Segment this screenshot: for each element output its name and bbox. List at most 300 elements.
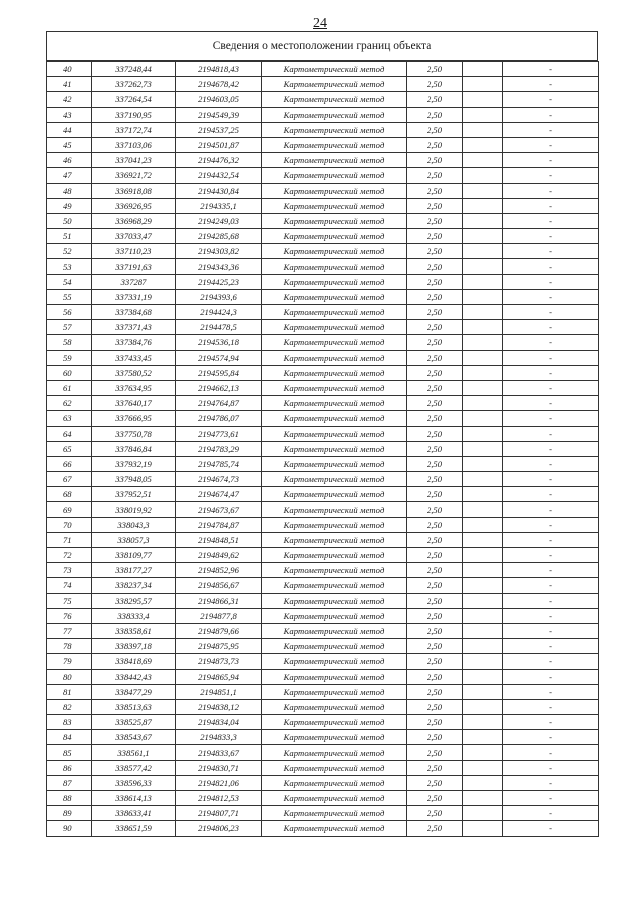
empty-cell	[463, 122, 503, 137]
dash-cell: -	[503, 213, 599, 228]
method-cell: Картометрический метод	[262, 775, 407, 790]
boundary-points-table	[46, 61, 599, 837]
point-number-cell: 65	[47, 441, 92, 456]
x-coordinate-cell: 336921,72	[92, 168, 176, 183]
table-row	[47, 305, 599, 320]
table-row	[47, 502, 599, 517]
point-number-cell: 66	[47, 456, 92, 471]
point-number-cell: 74	[47, 578, 92, 593]
table-row	[47, 122, 599, 137]
dash-cell: -	[503, 77, 599, 92]
dash-cell: -	[503, 775, 599, 790]
dash-cell: -	[503, 730, 599, 745]
empty-cell	[463, 821, 503, 836]
x-coordinate-cell: 337580,52	[92, 365, 176, 380]
dash-cell: -	[503, 229, 599, 244]
empty-cell	[463, 487, 503, 502]
y-coordinate-cell: 2194478,5	[176, 320, 262, 335]
accuracy-cell: 2,50	[407, 244, 463, 259]
dash-cell: -	[503, 669, 599, 684]
accuracy-cell: 2,50	[407, 198, 463, 213]
table-row	[47, 350, 599, 365]
point-number-cell: 62	[47, 396, 92, 411]
method-cell: Картометрический метод	[262, 122, 407, 137]
accuracy-cell: 2,50	[407, 153, 463, 168]
empty-cell	[463, 548, 503, 563]
accuracy-cell: 2,50	[407, 137, 463, 152]
accuracy-cell: 2,50	[407, 320, 463, 335]
accuracy-cell: 2,50	[407, 806, 463, 821]
table-row	[47, 380, 599, 395]
y-coordinate-cell: 2194343,36	[176, 259, 262, 274]
accuracy-cell: 2,50	[407, 77, 463, 92]
x-coordinate-cell: 338295,57	[92, 593, 176, 608]
accuracy-cell: 2,50	[407, 548, 463, 563]
table-row	[47, 548, 599, 563]
table-row	[47, 259, 599, 274]
point-number-cell: 80	[47, 669, 92, 684]
method-cell: Картометрический метод	[262, 289, 407, 304]
x-coordinate-cell: 337262,73	[92, 77, 176, 92]
empty-cell	[463, 259, 503, 274]
table-row	[47, 517, 599, 532]
y-coordinate-cell: 2194812,53	[176, 791, 262, 806]
accuracy-cell: 2,50	[407, 791, 463, 806]
empty-cell	[463, 168, 503, 183]
point-number-cell: 52	[47, 244, 92, 259]
y-coordinate-cell: 2194249,03	[176, 213, 262, 228]
x-coordinate-cell: 337384,76	[92, 335, 176, 350]
point-number-cell: 40	[47, 62, 92, 77]
accuracy-cell: 2,50	[407, 274, 463, 289]
section-title: Сведения о местоположении границ объекта	[46, 32, 598, 61]
point-number-cell: 72	[47, 548, 92, 563]
method-cell: Картометрический метод	[262, 593, 407, 608]
x-coordinate-cell: 338577,42	[92, 760, 176, 775]
point-number-cell: 78	[47, 639, 92, 654]
accuracy-cell: 2,50	[407, 183, 463, 198]
accuracy-cell: 2,50	[407, 639, 463, 654]
y-coordinate-cell: 2194806,23	[176, 821, 262, 836]
y-coordinate-cell: 2194834,04	[176, 715, 262, 730]
dash-cell: -	[503, 806, 599, 821]
y-coordinate-cell: 2194476,32	[176, 153, 262, 168]
x-coordinate-cell: 337041,23	[92, 153, 176, 168]
x-coordinate-cell: 337172,74	[92, 122, 176, 137]
table-row	[47, 654, 599, 669]
x-coordinate-cell: 337384,68	[92, 305, 176, 320]
dash-cell: -	[503, 168, 599, 183]
table-row	[47, 168, 599, 183]
method-cell: Картометрический метод	[262, 213, 407, 228]
accuracy-cell: 2,50	[407, 684, 463, 699]
point-number-cell: 76	[47, 608, 92, 623]
x-coordinate-cell: 337191,63	[92, 259, 176, 274]
y-coordinate-cell: 2194603,05	[176, 92, 262, 107]
dash-cell: -	[503, 593, 599, 608]
point-number-cell: 54	[47, 274, 92, 289]
method-cell: Картометрический метод	[262, 137, 407, 152]
point-number-cell: 73	[47, 563, 92, 578]
y-coordinate-cell: 2194432,54	[176, 168, 262, 183]
empty-cell	[463, 806, 503, 821]
point-number-cell: 49	[47, 198, 92, 213]
method-cell: Картометрический метод	[262, 259, 407, 274]
table-row	[47, 213, 599, 228]
point-number-cell: 77	[47, 623, 92, 638]
x-coordinate-cell: 338057,3	[92, 532, 176, 547]
method-cell: Картометрический метод	[262, 472, 407, 487]
point-number-cell: 84	[47, 730, 92, 745]
dash-cell: -	[503, 289, 599, 304]
y-coordinate-cell: 2194673,67	[176, 502, 262, 517]
x-coordinate-cell: 337750,78	[92, 426, 176, 441]
y-coordinate-cell: 2194818,43	[176, 62, 262, 77]
empty-cell	[463, 426, 503, 441]
point-number-cell: 58	[47, 335, 92, 350]
point-number-cell: 71	[47, 532, 92, 547]
method-cell: Картометрический метод	[262, 517, 407, 532]
table-row	[47, 335, 599, 350]
accuracy-cell: 2,50	[407, 380, 463, 395]
empty-cell	[463, 365, 503, 380]
accuracy-cell: 2,50	[407, 487, 463, 502]
x-coordinate-cell: 337634,95	[92, 380, 176, 395]
dash-cell: -	[503, 623, 599, 638]
accuracy-cell: 2,50	[407, 472, 463, 487]
accuracy-cell: 2,50	[407, 821, 463, 836]
dash-cell: -	[503, 532, 599, 547]
dash-cell: -	[503, 320, 599, 335]
x-coordinate-cell: 336968,29	[92, 213, 176, 228]
dash-cell: -	[503, 791, 599, 806]
method-cell: Картометрический метод	[262, 532, 407, 547]
accuracy-cell: 2,50	[407, 456, 463, 471]
table-row	[47, 730, 599, 745]
x-coordinate-cell: 338543,67	[92, 730, 176, 745]
method-cell: Картометрический метод	[262, 198, 407, 213]
empty-cell	[463, 654, 503, 669]
accuracy-cell: 2,50	[407, 608, 463, 623]
point-number-cell: 42	[47, 92, 92, 107]
table-row	[47, 229, 599, 244]
accuracy-cell: 2,50	[407, 259, 463, 274]
x-coordinate-cell: 337948,05	[92, 472, 176, 487]
table-row	[47, 791, 599, 806]
dash-cell: -	[503, 639, 599, 654]
dash-cell: -	[503, 684, 599, 699]
method-cell: Картометрический метод	[262, 305, 407, 320]
empty-cell	[463, 213, 503, 228]
point-number-cell: 44	[47, 122, 92, 137]
accuracy-cell: 2,50	[407, 411, 463, 426]
method-cell: Картометрический метод	[262, 92, 407, 107]
table-row	[47, 320, 599, 335]
method-cell: Картометрический метод	[262, 487, 407, 502]
method-cell: Картометрический метод	[262, 365, 407, 380]
method-cell: Картометрический метод	[262, 456, 407, 471]
dash-cell: -	[503, 715, 599, 730]
x-coordinate-cell: 337103,06	[92, 137, 176, 152]
coordinates-sheet	[46, 31, 598, 837]
y-coordinate-cell: 2194879,66	[176, 623, 262, 638]
point-number-cell: 45	[47, 137, 92, 152]
x-coordinate-cell: 338525,87	[92, 715, 176, 730]
method-cell: Картометрический метод	[262, 821, 407, 836]
method-cell: Картометрический метод	[262, 107, 407, 122]
method-cell: Картометрический метод	[262, 684, 407, 699]
dash-cell: -	[503, 396, 599, 411]
y-coordinate-cell: 2194764,87	[176, 396, 262, 411]
table-row	[47, 62, 599, 77]
table-row	[47, 198, 599, 213]
table-row	[47, 92, 599, 107]
table-row	[47, 137, 599, 152]
empty-cell	[463, 532, 503, 547]
empty-cell	[463, 608, 503, 623]
accuracy-cell: 2,50	[407, 396, 463, 411]
empty-cell	[463, 107, 503, 122]
dash-cell: -	[503, 502, 599, 517]
table-row	[47, 456, 599, 471]
accuracy-cell: 2,50	[407, 654, 463, 669]
x-coordinate-cell: 338109,77	[92, 548, 176, 563]
y-coordinate-cell: 2194852,96	[176, 563, 262, 578]
y-coordinate-cell: 2194537,25	[176, 122, 262, 137]
method-cell: Картометрический метод	[262, 229, 407, 244]
empty-cell	[463, 639, 503, 654]
table-row	[47, 563, 599, 578]
accuracy-cell: 2,50	[407, 335, 463, 350]
empty-cell	[463, 472, 503, 487]
empty-cell	[463, 396, 503, 411]
x-coordinate-cell: 337033,47	[92, 229, 176, 244]
table-body	[47, 62, 599, 837]
table-row	[47, 365, 599, 380]
method-cell: Картометрический метод	[262, 380, 407, 395]
table-row	[47, 760, 599, 775]
accuracy-cell: 2,50	[407, 699, 463, 714]
table-row	[47, 411, 599, 426]
point-number-cell: 63	[47, 411, 92, 426]
accuracy-cell: 2,50	[407, 107, 463, 122]
x-coordinate-cell: 337433,45	[92, 350, 176, 365]
method-cell: Картометрический метод	[262, 639, 407, 654]
method-cell: Картометрический метод	[262, 441, 407, 456]
empty-cell	[463, 578, 503, 593]
empty-cell	[463, 715, 503, 730]
table-row	[47, 441, 599, 456]
y-coordinate-cell: 2194674,47	[176, 487, 262, 502]
x-coordinate-cell: 338418,69	[92, 654, 176, 669]
method-cell: Картометрический метод	[262, 623, 407, 638]
x-coordinate-cell: 337952,51	[92, 487, 176, 502]
method-cell: Картометрический метод	[262, 244, 407, 259]
method-cell: Картометрический метод	[262, 730, 407, 745]
point-number-cell: 47	[47, 168, 92, 183]
table-row	[47, 821, 599, 836]
point-number-cell: 56	[47, 305, 92, 320]
method-cell: Картометрический метод	[262, 502, 407, 517]
table-row	[47, 472, 599, 487]
empty-cell	[463, 350, 503, 365]
table-row	[47, 806, 599, 821]
point-number-cell: 55	[47, 289, 92, 304]
point-number-cell: 68	[47, 487, 92, 502]
y-coordinate-cell: 2194866,31	[176, 593, 262, 608]
dash-cell: -	[503, 198, 599, 213]
point-number-cell: 79	[47, 654, 92, 669]
dash-cell: -	[503, 107, 599, 122]
y-coordinate-cell: 2194424,3	[176, 305, 262, 320]
x-coordinate-cell: 338596,33	[92, 775, 176, 790]
y-coordinate-cell: 2194873,73	[176, 654, 262, 669]
table-row	[47, 669, 599, 684]
accuracy-cell: 2,50	[407, 289, 463, 304]
accuracy-cell: 2,50	[407, 426, 463, 441]
point-number-cell: 59	[47, 350, 92, 365]
point-number-cell: 53	[47, 259, 92, 274]
accuracy-cell: 2,50	[407, 563, 463, 578]
point-number-cell: 88	[47, 791, 92, 806]
table-row	[47, 107, 599, 122]
y-coordinate-cell: 2194877,8	[176, 608, 262, 623]
y-coordinate-cell: 2194335,1	[176, 198, 262, 213]
table-row	[47, 608, 599, 623]
y-coordinate-cell: 2194678,42	[176, 77, 262, 92]
y-coordinate-cell: 2194856,67	[176, 578, 262, 593]
point-number-cell: 70	[47, 517, 92, 532]
accuracy-cell: 2,50	[407, 441, 463, 456]
point-number-cell: 64	[47, 426, 92, 441]
point-number-cell: 69	[47, 502, 92, 517]
table-row	[47, 699, 599, 714]
method-cell: Картометрический метод	[262, 563, 407, 578]
point-number-cell: 43	[47, 107, 92, 122]
empty-cell	[463, 517, 503, 532]
dash-cell: -	[503, 153, 599, 168]
method-cell: Картометрический метод	[262, 669, 407, 684]
x-coordinate-cell: 338177,27	[92, 563, 176, 578]
accuracy-cell: 2,50	[407, 229, 463, 244]
table-row	[47, 578, 599, 593]
method-cell: Картометрический метод	[262, 426, 407, 441]
empty-cell	[463, 791, 503, 806]
point-number-cell: 75	[47, 593, 92, 608]
empty-cell	[463, 699, 503, 714]
empty-cell	[463, 62, 503, 77]
x-coordinate-cell: 336918,08	[92, 183, 176, 198]
table-row	[47, 684, 599, 699]
dash-cell: -	[503, 487, 599, 502]
empty-cell	[463, 77, 503, 92]
accuracy-cell: 2,50	[407, 62, 463, 77]
table-row	[47, 153, 599, 168]
method-cell: Картометрический метод	[262, 335, 407, 350]
empty-cell	[463, 745, 503, 760]
accuracy-cell: 2,50	[407, 730, 463, 745]
point-number-cell: 51	[47, 229, 92, 244]
table-row	[47, 593, 599, 608]
method-cell: Картометрический метод	[262, 274, 407, 289]
point-number-cell: 83	[47, 715, 92, 730]
y-coordinate-cell: 2194865,94	[176, 669, 262, 684]
table-row	[47, 487, 599, 502]
x-coordinate-cell: 337846,84	[92, 441, 176, 456]
table-row	[47, 244, 599, 259]
y-coordinate-cell: 2194875,95	[176, 639, 262, 654]
y-coordinate-cell: 2194501,87	[176, 137, 262, 152]
x-coordinate-cell: 338651,59	[92, 821, 176, 836]
x-coordinate-cell: 337640,17	[92, 396, 176, 411]
y-coordinate-cell: 2194549,39	[176, 107, 262, 122]
dash-cell: -	[503, 548, 599, 563]
dash-cell: -	[503, 456, 599, 471]
y-coordinate-cell: 2194425,23	[176, 274, 262, 289]
dash-cell: -	[503, 259, 599, 274]
method-cell: Картометрический метод	[262, 608, 407, 623]
empty-cell	[463, 229, 503, 244]
method-cell: Картометрический метод	[262, 715, 407, 730]
point-number-cell: 90	[47, 821, 92, 836]
empty-cell	[463, 198, 503, 213]
dash-cell: -	[503, 92, 599, 107]
y-coordinate-cell: 2194784,87	[176, 517, 262, 532]
x-coordinate-cell: 338358,61	[92, 623, 176, 638]
dash-cell: -	[503, 244, 599, 259]
point-number-cell: 86	[47, 760, 92, 775]
empty-cell	[463, 441, 503, 456]
y-coordinate-cell: 2194574,94	[176, 350, 262, 365]
empty-cell	[463, 289, 503, 304]
table-row	[47, 623, 599, 638]
table-row	[47, 715, 599, 730]
y-coordinate-cell: 2194430,84	[176, 183, 262, 198]
y-coordinate-cell: 2194393,6	[176, 289, 262, 304]
dash-cell: -	[503, 305, 599, 320]
accuracy-cell: 2,50	[407, 350, 463, 365]
empty-cell	[463, 335, 503, 350]
y-coordinate-cell: 2194838,12	[176, 699, 262, 714]
empty-cell	[463, 563, 503, 578]
dash-cell: -	[503, 426, 599, 441]
dash-cell: -	[503, 517, 599, 532]
y-coordinate-cell: 2194773,61	[176, 426, 262, 441]
x-coordinate-cell: 337932,19	[92, 456, 176, 471]
table-row	[47, 396, 599, 411]
point-number-cell: 61	[47, 380, 92, 395]
x-coordinate-cell: 338333,4	[92, 608, 176, 623]
empty-cell	[463, 153, 503, 168]
x-coordinate-cell: 337371,43	[92, 320, 176, 335]
method-cell: Картометрический метод	[262, 806, 407, 821]
method-cell: Картометрический метод	[262, 791, 407, 806]
accuracy-cell: 2,50	[407, 669, 463, 684]
accuracy-cell: 2,50	[407, 122, 463, 137]
empty-cell	[463, 92, 503, 107]
method-cell: Картометрический метод	[262, 548, 407, 563]
y-coordinate-cell: 2194830,71	[176, 760, 262, 775]
x-coordinate-cell: 337331,19	[92, 289, 176, 304]
x-coordinate-cell: 338442,43	[92, 669, 176, 684]
empty-cell	[463, 623, 503, 638]
table-row	[47, 426, 599, 441]
dash-cell: -	[503, 760, 599, 775]
empty-cell	[463, 244, 503, 259]
empty-cell	[463, 137, 503, 152]
dash-cell: -	[503, 350, 599, 365]
method-cell: Картометрический метод	[262, 320, 407, 335]
